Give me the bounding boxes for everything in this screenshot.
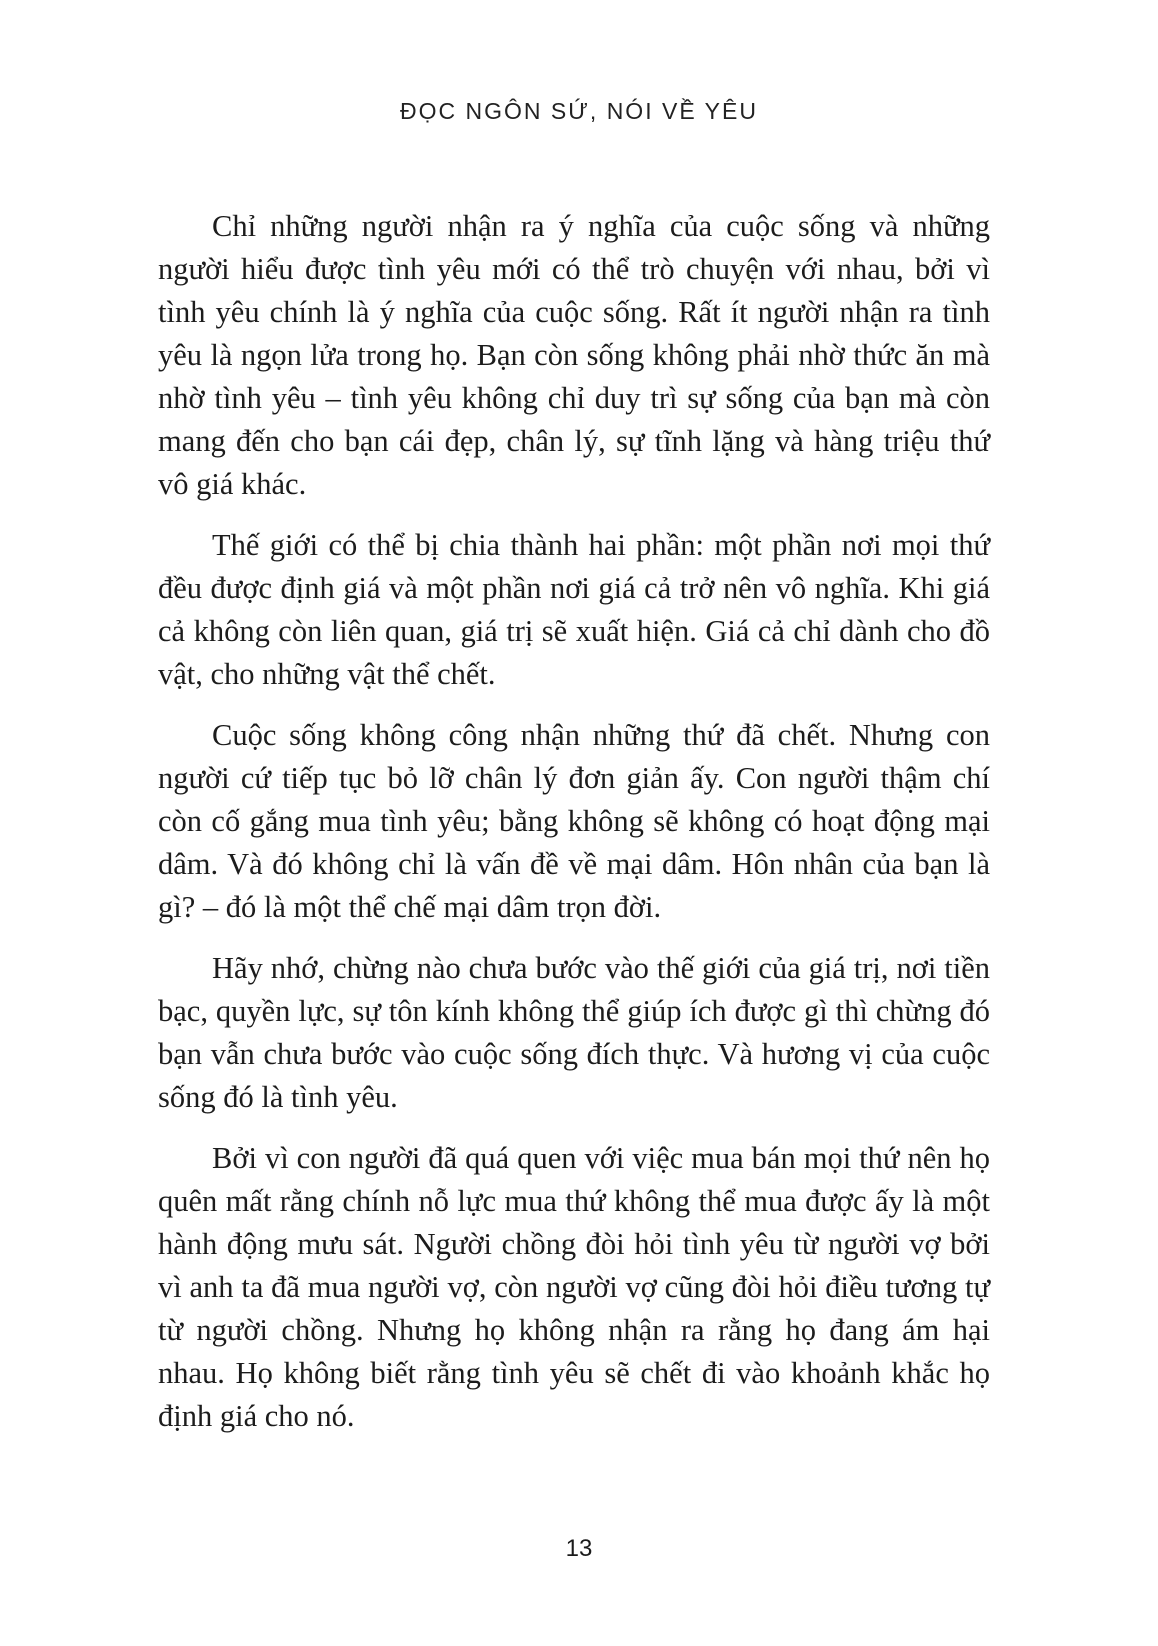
page-number: 13 xyxy=(565,1535,593,1562)
paragraph-4: Hãy nhớ, chừng nào chưa bước vào thế giới của giá trị, nơi tiền bạc, quyền lực, sự tôn kính không thể giúp ích được gì thì chừng đó bạn vẫn chưa bước vào cuộc sống đích thực. Và hương vị của cuộc sống đó là tình yêu. xyxy=(158,951,990,1114)
paragraph-3: Cuộc sống không công nhận những thứ đã chết. Nhưng con người cứ tiếp tục bỏ lỡ chân lý đơn giản ấy. Con người thậm chí còn cố gắng mua tình yêu; bằng không sẽ không có hoạt động mại dâm. Và đó không chỉ là vấn đề về mại dâm. Hôn nhân của bạn là gì? – đó là một thể chế mại dâm trọn đời. xyxy=(158,718,990,924)
paragraph-5: Bởi vì con người đã quá quen với việc mua bán mọi thứ nên họ quên mất rằng chính nỗ lực mua thứ không thể mua được ấy là một hành động mưu sát. Người chồng đòi hỏi tình yêu từ người vợ bởi vì anh ta đã mua người vợ, còn người vợ cũng đòi hỏi điều tương tự từ người chồng. Nhưng họ không nhận ra rằng họ đang ám hại nhau. Họ không biết rằng tình yêu sẽ chết đi vào khoảnh khắc họ định giá cho nó. xyxy=(158,1141,990,1433)
paragraph-2: Thế giới có thể bị chia thành hai phần: một phần nơi mọi thứ đều được định giá và một phần nơi giá cả trở nên vô nghĩa. Khi giá cả không còn liên quan, giá trị sẽ xuất hiện. Giá cả chỉ dành cho đồ vật, cho những vật thể chết. xyxy=(158,528,990,691)
paragraph-1: Chỉ những người nhận ra ý nghĩa của cuộc sống và những người hiểu được tình yêu mới có thể trò chuyện với nhau, bởi vì tình yêu chính là ý nghĩa của cuộc sống. Rất ít người nhận ra tình yêu là ngọn lửa trong họ. Bạn còn sống không phải nhờ thức ăn mà nhờ tình yêu – tình yêu không chỉ duy trì sự sống của bạn mà còn mang đến cho bạn cái đẹp, chân lý, sự tĩnh lặng và hàng triệu thứ vô giá khác. xyxy=(158,209,990,501)
running-header: ĐỌC NGÔN SỨ, NÓI VỀ YÊU xyxy=(400,98,758,124)
body-text xyxy=(158,205,990,1456)
